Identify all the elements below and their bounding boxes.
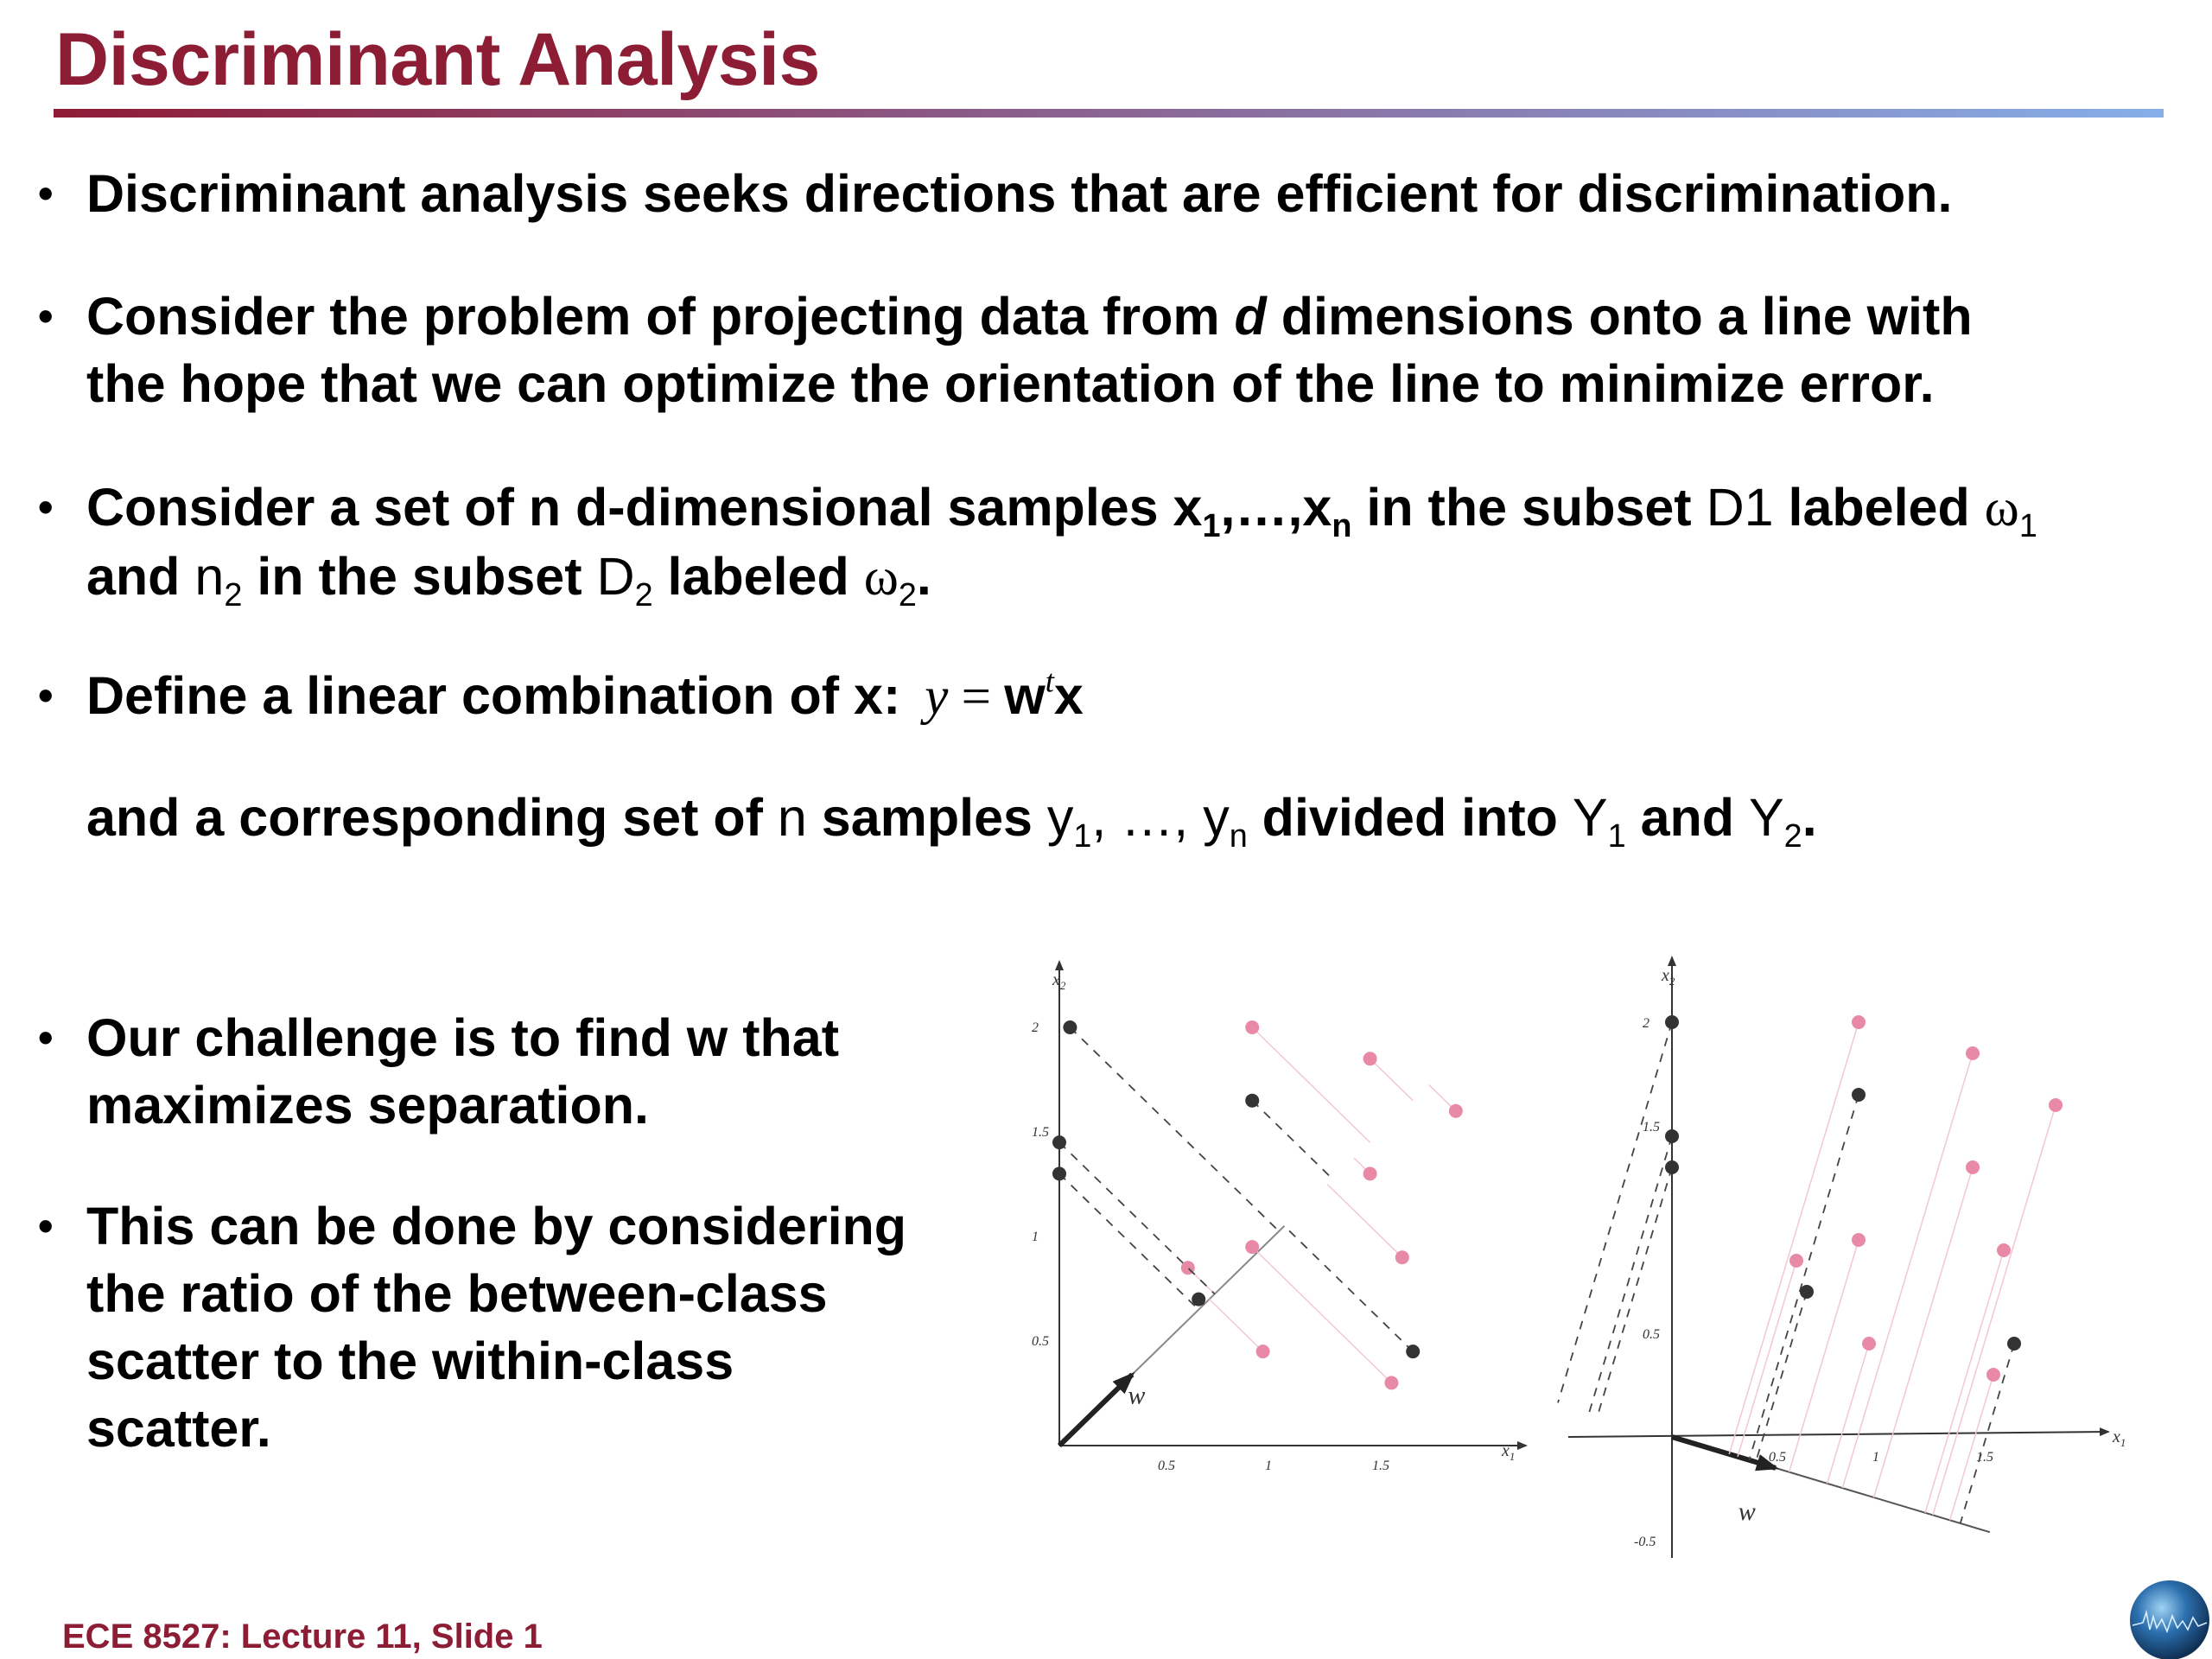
class2-point bbox=[1245, 1240, 1259, 1254]
x-tick-label: 1 bbox=[1265, 1459, 1272, 1473]
linear-combination-formula: $y = w^tx$ bbox=[925, 663, 1084, 726]
x-tick-label: 1.5 bbox=[1372, 1459, 1389, 1473]
class1-point bbox=[1852, 1088, 1866, 1102]
class1-projection bbox=[1252, 1101, 1332, 1179]
class1-projection bbox=[1070, 1027, 1279, 1231]
w-vector bbox=[1059, 1375, 1132, 1446]
class2-point bbox=[1256, 1344, 1270, 1358]
class2-projection bbox=[1327, 1185, 1402, 1258]
bullet-marker: • bbox=[38, 671, 54, 720]
y-tick-label: 2 bbox=[1032, 1020, 1039, 1035]
y-tick-label: 0.5 bbox=[1032, 1334, 1049, 1349]
bullet-marker: • bbox=[38, 1202, 54, 1250]
class2-point bbox=[1449, 1104, 1463, 1118]
bullet-4-text: Define a linear combination of x: $y = w^tx$ bbox=[86, 663, 1084, 726]
bullet-5-text: Our challenge is to find w that maximizes separation. bbox=[86, 1008, 840, 1135]
class2-point bbox=[1384, 1376, 1398, 1389]
y-tick-label: 1.5 bbox=[1643, 1120, 1660, 1135]
w-vector-label: w bbox=[1738, 1497, 1756, 1526]
class1-projection bbox=[1284, 1226, 1413, 1351]
class2-point bbox=[1852, 1015, 1866, 1029]
class1-projection bbox=[1059, 1142, 1215, 1294]
class2-point bbox=[1852, 1233, 1866, 1247]
class2-projection bbox=[1738, 1261, 1796, 1457]
x-tick-label: 1.5 bbox=[1976, 1450, 1993, 1465]
left-projection-plot bbox=[1032, 962, 1526, 1473]
class2-point bbox=[1789, 1254, 1803, 1268]
y-tick-label: 1.5 bbox=[1032, 1125, 1049, 1140]
class2-projection bbox=[1827, 1344, 1869, 1484]
class2-point bbox=[1395, 1250, 1409, 1264]
class2-point bbox=[1862, 1337, 1876, 1351]
class1-point bbox=[2007, 1337, 2021, 1351]
class1-point bbox=[1052, 1135, 1066, 1149]
slide-title: Discriminant Analysis bbox=[55, 18, 820, 101]
bullet-6-text: This can be done by considering the ratio of the between-class scatter to the within-class scatter. bbox=[86, 1197, 907, 1458]
class2-projection bbox=[1933, 1105, 2056, 1515]
class2-projection bbox=[1210, 1300, 1263, 1352]
y-tick-label: 0.5 bbox=[1643, 1327, 1660, 1342]
class1-point bbox=[1192, 1293, 1205, 1306]
class2-projection bbox=[1252, 1027, 1370, 1142]
y-tick-label: 2 bbox=[1643, 1016, 1649, 1031]
class2-point bbox=[2049, 1098, 2063, 1112]
x-tick-label: 1 bbox=[1872, 1450, 1879, 1465]
class1-point bbox=[1052, 1166, 1066, 1180]
class1-projection bbox=[1749, 1095, 1859, 1460]
slide-footer: ECE 8527: Lecture 11, Slide 1 bbox=[62, 1618, 543, 1656]
class1-projection bbox=[1589, 1136, 1672, 1412]
w-vector-label: w bbox=[1128, 1381, 1146, 1410]
class1-projection bbox=[1059, 1173, 1198, 1309]
y-axis-label: $x_2$ bbox=[1052, 970, 1066, 992]
class2-projection bbox=[1257, 1252, 1391, 1382]
right-projection-plot bbox=[1558, 957, 2126, 1558]
class1-point bbox=[1665, 1129, 1679, 1143]
x-tick-label: 0.5 bbox=[1769, 1450, 1786, 1465]
class2-point bbox=[1363, 1166, 1377, 1180]
bullet-marker: • bbox=[38, 483, 54, 531]
bullet-marker: • bbox=[38, 1014, 54, 1062]
projection-figure bbox=[994, 946, 2169, 1573]
class1-point bbox=[1665, 1160, 1679, 1174]
y-tick-label: -0.5 bbox=[1634, 1535, 1656, 1549]
class2-projection bbox=[1789, 1240, 1859, 1472]
bullet-2-text: Consider the problem of projecting data from d dimensions onto a line with the hope that we can optimize the orientation of the line to minimize error. bbox=[86, 287, 1973, 413]
x-axis-label: $x_1$ bbox=[1502, 1441, 1516, 1463]
class2-point bbox=[1966, 1160, 1980, 1174]
y-axis-label: $x_2$ bbox=[1662, 966, 1675, 988]
class2-point bbox=[1363, 1052, 1377, 1065]
class1-projection bbox=[1598, 1167, 1672, 1414]
class2-point bbox=[1997, 1243, 2011, 1257]
y-tick-label: 1 bbox=[1032, 1230, 1039, 1244]
title-underline bbox=[54, 109, 2164, 118]
x-tick-label: 0.5 bbox=[1158, 1459, 1175, 1473]
x-axis bbox=[1568, 1432, 2108, 1437]
class2-projection bbox=[1729, 1022, 1859, 1454]
class2-point bbox=[1986, 1368, 2000, 1382]
class2-point bbox=[1966, 1046, 1980, 1060]
w-vector bbox=[1672, 1437, 1776, 1468]
class2-projection bbox=[1950, 1375, 1993, 1520]
class1-point bbox=[1063, 1020, 1077, 1034]
class1-point bbox=[1245, 1094, 1259, 1108]
bullet-marker: • bbox=[38, 292, 54, 340]
x-axis-label: $x_1$ bbox=[2113, 1427, 2126, 1449]
bullet-1-text: Discriminant analysis seeks directions that are efficient for discrimination. bbox=[86, 164, 1953, 223]
class1-point bbox=[1665, 1015, 1679, 1029]
class2-projection bbox=[1842, 1053, 1973, 1488]
class1-projection bbox=[1558, 1022, 1672, 1402]
bullet-3-text: Consider a set of n d-dimensional samples $x_1,\dots,x_n$ in the subset D1 labeled $\omega_1$ and $n_2$ in the subset $D_2$ labeled $\omega_2$. bbox=[86, 478, 2037, 614]
class2-projection bbox=[1370, 1058, 1414, 1100]
logo-globe-icon bbox=[2127, 1578, 2212, 1659]
class1-point bbox=[1406, 1344, 1420, 1358]
bullet-marker: • bbox=[38, 169, 54, 218]
bullet-4-continuation-text: and a corresponding set of n samples $y_1$, …, $y_n$ divided into $Y_1$ and $Y_2$. bbox=[86, 788, 1817, 855]
class2-point bbox=[1245, 1020, 1259, 1034]
class1-point bbox=[1800, 1285, 1814, 1299]
